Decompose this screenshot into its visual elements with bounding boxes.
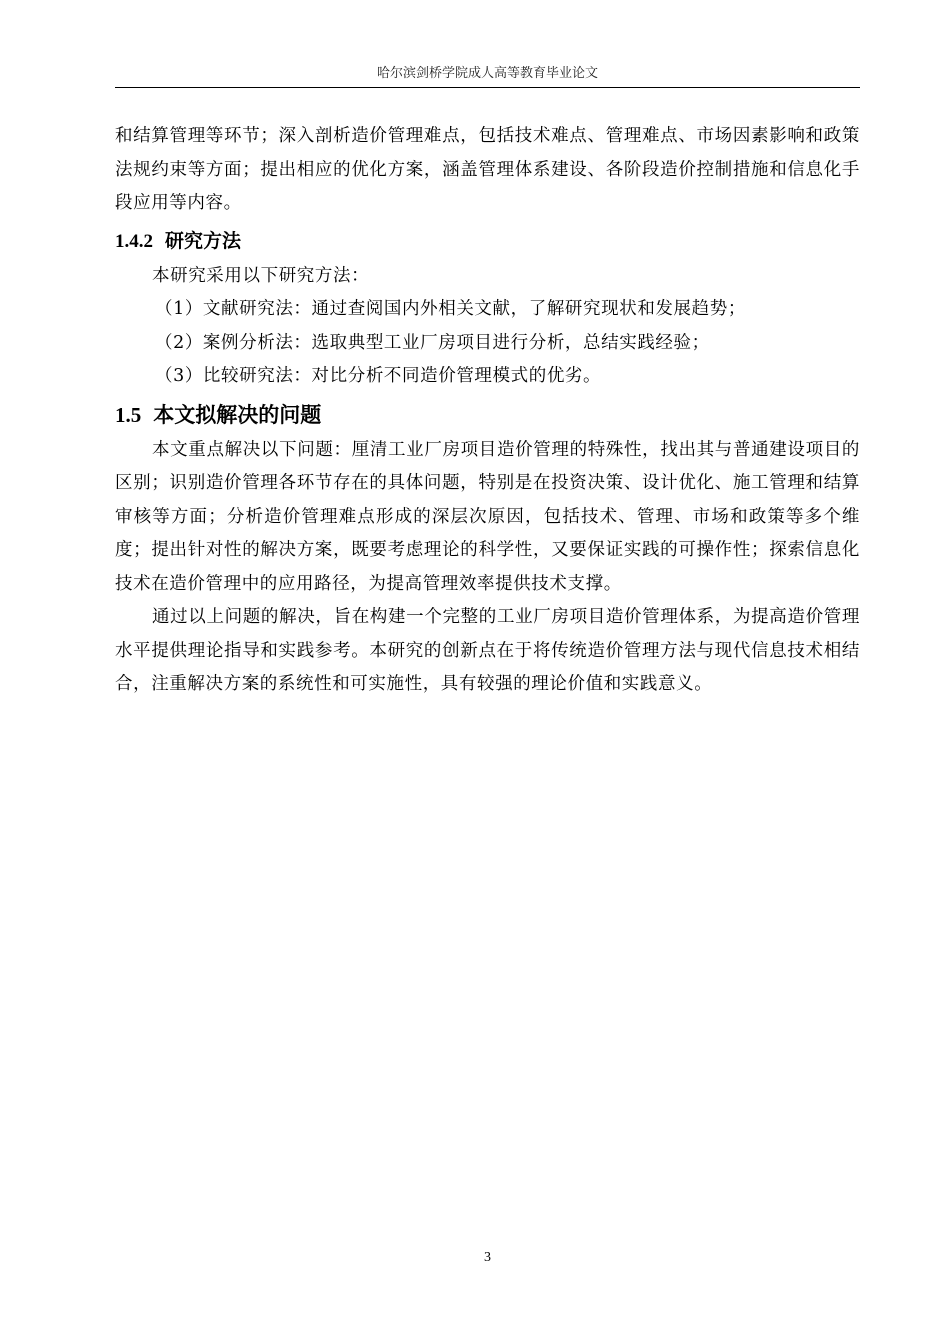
- section-title: 研究方法: [165, 229, 242, 252]
- methods-lead: 本研究采用以下研究方法：: [152, 265, 370, 286]
- section-heading-1-4-2: [115, 227, 860, 256]
- problems-paragraph-2: 通过以上问题的解决，旨在构建一个完整的工业厂房项目造价管理体系，为提高造价管理水平提供理论指导和实践参考。本研究的创新点在于将传统造价管理方法与现代信息技术相结合，注重解决方案的系统性和可实施性，具有较强的理论价值和实践意义。: [115, 607, 860, 694]
- section-number: 1.5: [115, 402, 142, 427]
- section-title: 本文拟解决的问题: [153, 402, 322, 427]
- section-number: 1.4.2: [115, 230, 153, 252]
- method-item-2: （2）案例分析法：选取典型工业厂房项目进行分析，总结实践经验；: [155, 332, 710, 353]
- section-heading-1-5: [115, 400, 860, 430]
- method-item-3: （3）比较研究法：对比分析不同造价管理模式的优劣。: [155, 366, 602, 386]
- method-item-1: （1）文献研究法：通过查阅国内外相关文献，了解研究现状和发展趋势；: [155, 299, 746, 319]
- page-number: 3: [484, 1250, 491, 1265]
- page-body: [115, 120, 860, 702]
- problems-paragraph-1: 本文重点解决以下问题：厘清工业厂房项目造价管理的特殊性，找出其与普通建设项目的区别；识别造价管理各环节存在的具体问题，特别是在投资决策、设计优化、施工管理和结算审核等方面；分析造价管理难点形成的深层次原因，包括技术、管理、市场和政策等多个维度；提出针对性的解决方案，既要考虑理论的科学性，又要保证实践的可操作性；探索信息化技术在造价管理中的应用路径，为提高管理效率提供技术支撑。: [115, 439, 860, 594]
- header-divider: [115, 87, 860, 88]
- intro-paragraph: 和结算管理等环节；深入剖析造价管理难点，包括技术难点、管理难点、市场因素影响和政策法规约束等方面；提出相应的优化方案，涵盖管理体系建设、各阶段造价控制措施和信息化手段应用等内容。: [115, 126, 860, 213]
- page-header-title: 哈尔滨剑桥学院成人高等教育毕业论文: [376, 66, 598, 81]
